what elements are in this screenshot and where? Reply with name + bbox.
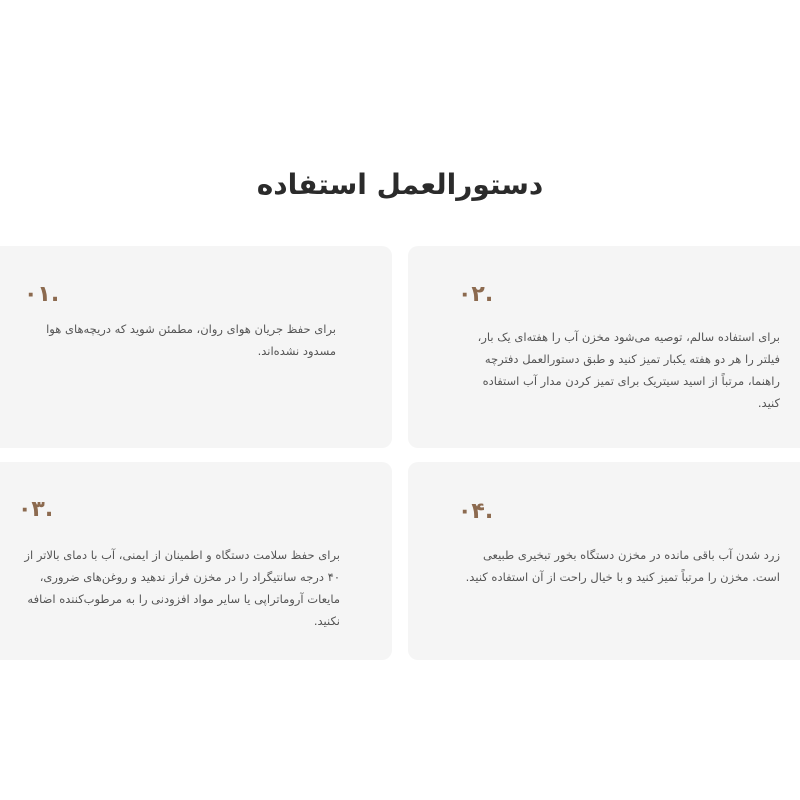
instruction-card-4 — [408, 462, 800, 660]
card-description: برای حفظ جریان هوای روان، مطمئن شوید که دریچه‌های هوا مسدود نشده‌اند. — [46, 322, 336, 358]
section-title: دستورالعمل استفاده — [256, 168, 544, 201]
card-number: ۰۴. — [458, 499, 494, 524]
instruction-card-3 — [0, 462, 392, 660]
card-number: ۰۳. — [18, 497, 54, 522]
instruction-card-2 — [408, 246, 800, 448]
card-description: برای حفظ سلامت دستگاه و اطمینان از ایمنی، آب با دمای بالاتر از ۴۰ درجه سانتیگراد را در مخزن فراز ندهید و روغن‌های ضروری، مایعات آروماتراپی یا سایر مواد افزودنی را به مرطوب‌کننده اضافه نکنید. — [24, 548, 340, 628]
instruction-card-1 — [0, 246, 392, 448]
card-description: زرد شدن آب باقی مانده در مخزن دستگاه بخور تبخیری طبیعی است. مخزن را مرتباً تمیز کنید و با خیال راحت از آن استفاده کنید. — [465, 548, 780, 584]
card-description: برای استفاده سالم، توصیه می‌شود مخزن آب را هفته‌ای یک بار، فیلتر را هر دو هفته یکبار تمیز کنید و طبق دستورالعمل دفترچه راهنما، مرتباً از اسید سیتریک برای تمیز کردن مدار آب استفاده کنید. — [477, 330, 780, 410]
card-number: ۰۲. — [458, 282, 494, 307]
card-number: ۰۱. — [24, 282, 60, 307]
